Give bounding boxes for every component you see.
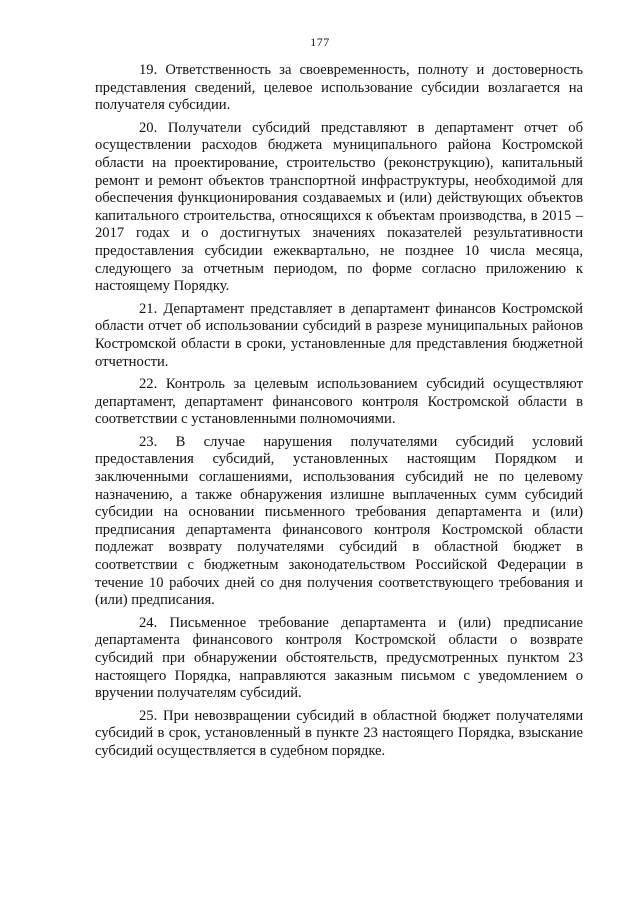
paragraph-20: 20. Получатели субсидий представляют в департамент отчет об осуществлении расходов бюджета муниципального района Костромской области на проектирование, строительство (реконструкцию), капитальный ремонт и ремонт объектов транспортной инфраструктуры, необходимой для обеспечения функционирования создаваемых и (или) действующих объектов капитального строительства, относящихся к объектам производства, в 2015 – 2017 годах и о достигнутых значениях показателей результативности предоставления субсидии ежеквартально, не позднее 10 числа месяца, следующего за отчетным периодом, по форме согласно приложению к настоящему Порядку. [95, 119, 583, 295]
document-body [95, 62, 583, 766]
paragraph-19: 19. Ответственность за своевременность, полноту и достоверность представления сведений, целевое использование субсидии возлагается на получателя субсидии. [95, 62, 583, 114]
paragraph-22: 22. Контроль за целевым использованием субсидий осуществляют департамент, департамент финансового контроля Костромской области в соответствии с установленными полномочиями. [95, 376, 583, 428]
paragraph-25: 25. При невозвращении субсидий в областной бюджет получателями субсидий в срок, установленный в пункте 23 настоящего Порядка, взыскание субсидий осуществляется в судебном порядке. [95, 707, 583, 759]
paragraph-23: 23. В случае нарушения получателями субсидий условий предоставления субсидий, установленных настоящим Порядком и заключенными соглашениями, использования субсидий не по целевому назначению, а также обнаружения излишне выплаченных сумм субсидий субсидии на основании письменного требования департамента и (или) предписания департамента финансового контроля Костромской области подлежат возврату получателями субсидий в областной бюджет в соответствии с бюджетным законодательством Российской Федерации в течение 10 рабочих дней со дня получения соответствующего требования и (или) предписания. [95, 433, 583, 609]
paragraph-24: 24. Письменное требование департамента и (или) предписание департамента финансового контроля Костромской области о возврате субсидий при обнаружении обстоятельств, предусмотренных пунктом 23 настоящего Порядка, направляются заказным письмом с уведомлением о вручении получателям субсидий. [95, 614, 583, 702]
page-number: 177 [310, 35, 330, 49]
paragraph-21: 21. Департамент представляет в департамент финансов Костромской области отчет об использовании субсидий в разрезе муниципальных районов Костромской области в сроки, установленные для представления бюджетной отчетности. [95, 300, 583, 370]
